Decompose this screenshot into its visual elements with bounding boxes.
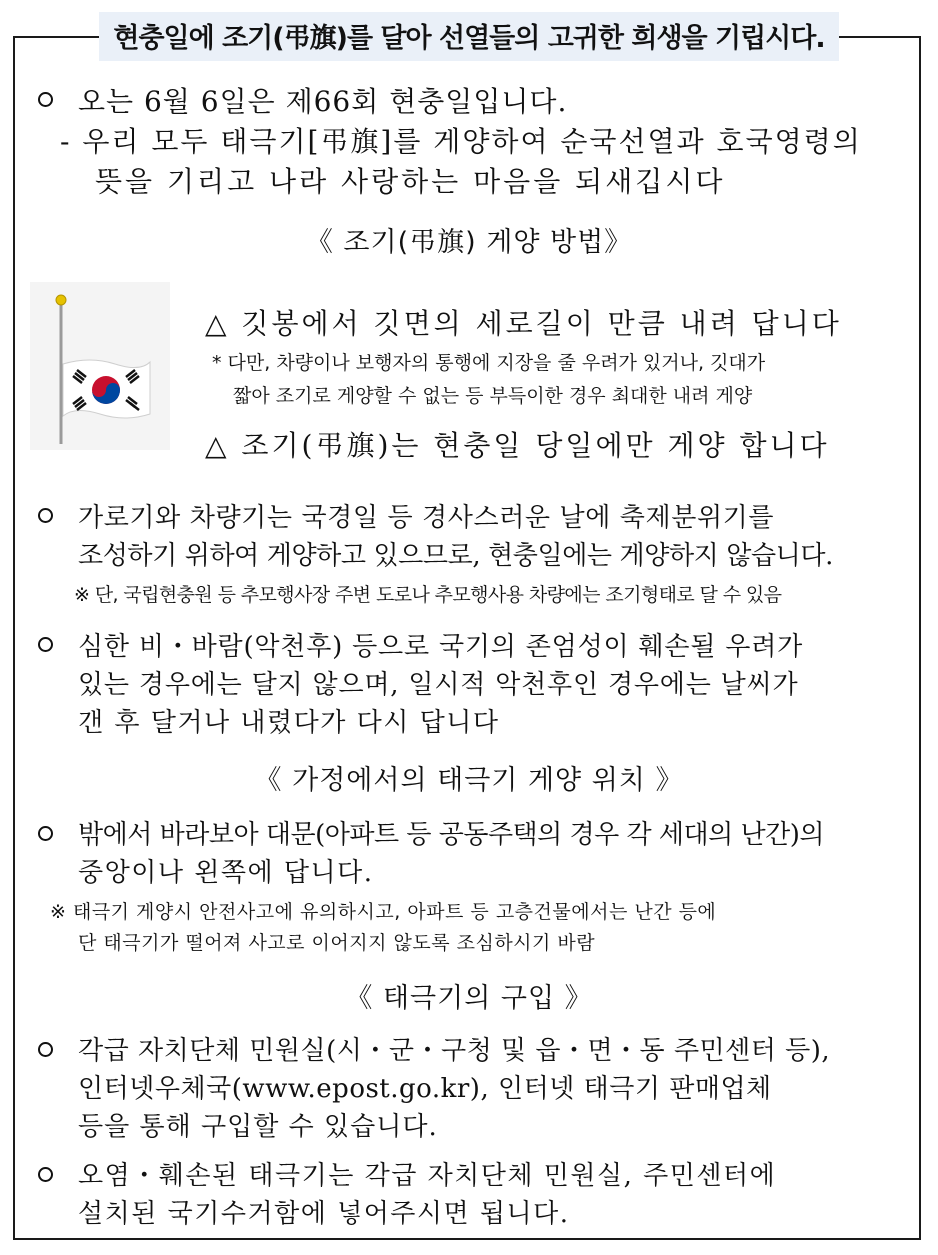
weather-line-1: 심한 비・바람(악천후) 등으로 국기의 존엄성이 훼손될 우려가 [78, 632, 804, 662]
half-mast-note-2: 짧아 조기로 게양할 수 없는 등 부득이한 경우 최대한 내려 게양 [233, 385, 753, 407]
half-mast-item-1: △ 깃봉에서 깃면의 세로길이 만큼 내려 답니다 [205, 307, 842, 340]
page-title: 현충일에 조기(弔旗)를 달아 선열들의 고귀한 희생을 기립시다. [99, 12, 838, 61]
section-heading-half-mast: 《 조기(弔旗) 게양 방법》 [305, 227, 633, 258]
home-line-1: 밖에서 바라보아 대문(아파트 등 공동주택의 경우 각 세대의 난간)의 [78, 820, 825, 850]
bullet-circle-icon [38, 637, 53, 652]
home-note-2: 단 태극기가 떨어져 사고로 이어지지 않도록 조심하시기 바람 [78, 932, 596, 954]
weather-line-3: 갠 후 달거나 내렸다가 다시 답니다 [78, 708, 500, 738]
bullet-circle-icon [38, 508, 53, 523]
intro-line-2: - 우리 모두 태극기[弔旗]를 게양하여 순국선열과 호국영령의 [60, 125, 862, 158]
street-line-2: 조성하기 위하여 게양하고 있으므로, 현충일에는 게양하지 않습니다. [78, 541, 833, 571]
purchase-line-3: 등을 통해 구입할 수 있습니다. [78, 1112, 438, 1142]
weather-line-2: 있는 경우에는 달지 않으며, 일시적 악천후인 경우에는 날씨가 [78, 670, 799, 700]
street-note: ※ 단, 국립현충원 등 추모행사장 주변 도로나 추모행사용 차량에는 조기형태로 달 수 있음 [74, 584, 782, 606]
street-line-1: 가로기와 차량기는 국경일 등 경사스러운 날에 축제분위기를 [78, 503, 775, 533]
half-mast-note-1: * 다만, 차량이나 보행자의 통행에 지장을 줄 우려가 있거나, 깃대가 [212, 352, 766, 374]
disposal-line-2: 설치된 국기수거함에 넣어주시면 됩니다. [78, 1199, 570, 1229]
half-mast-item-2: △ 조기(弔旗)는 현충일 당일에만 게양 합니다 [205, 429, 830, 462]
purchase-line-1: 각급 자치단체 민원실(시・군・구청 및 읍・면・동 주민센터 등), [78, 1036, 831, 1066]
intro-line-1: 오는 6월 6일은 제66회 현충일입니다. [78, 85, 568, 118]
bullet-circle-icon [38, 1042, 53, 1057]
section-heading-purchase: 《 태극기의 구입 》 [345, 983, 593, 1014]
disposal-line-1: 오염・훼손된 태극기는 각급 자치단체 민원실, 주민센터에 [78, 1161, 777, 1191]
bullet-circle-icon [38, 826, 53, 841]
bullet-circle-icon [38, 92, 53, 107]
home-note-1: ※ 태극기 게양시 안전사고에 유의하시고, 아파트 등 고층건물에서는 난간 등에 [50, 901, 717, 923]
section-heading-home-position: 《 가정에서의 태극기 게양 위치 》 [254, 765, 684, 796]
home-line-2: 중앙이나 왼쪽에 답니다. [78, 858, 374, 888]
intro-line-3: 뜻을 기리고 나라 사랑하는 마음을 되새깁시다 [95, 165, 726, 198]
bullet-circle-icon [38, 1167, 53, 1182]
half-mast-flag-icon [30, 282, 170, 450]
purchase-line-2: 인터넷우체국(www.epost.go.kr), 인터넷 태극기 판매업체 [78, 1074, 772, 1104]
title-wrap [0, 12, 938, 61]
